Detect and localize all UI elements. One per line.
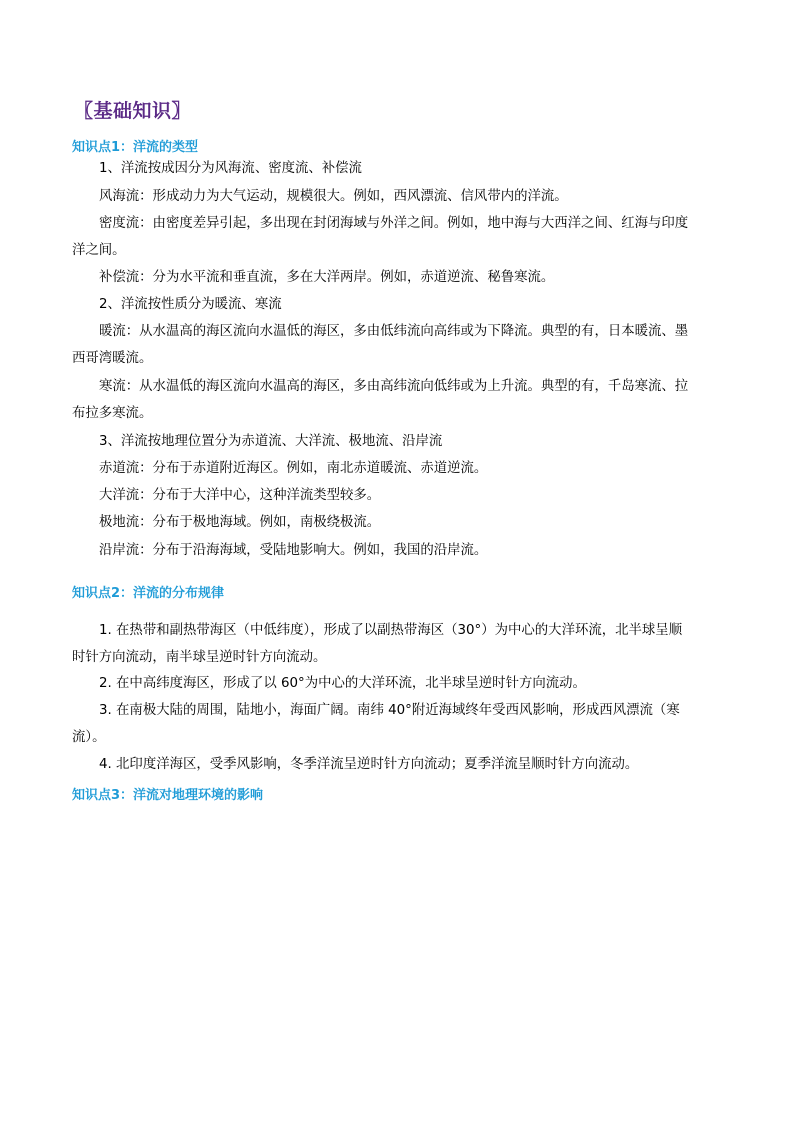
kp1-line: 布拉多寒流。 (72, 406, 153, 421)
kp1-line: 极地流：分布于极地海域。例如，南极绕极流。 (99, 515, 381, 530)
kp1-line: 密度流：由密度差异引起，多出现在封闭海域与外洋之间。例如，地中海与大西洋之间、红海与印度 (99, 216, 689, 231)
kp2-line: 2. 在中高纬度海区，形成了以 60°为中心的大洋环流，北半球呈逆时针方向流动。 (99, 676, 586, 691)
kp3-heading: 知识点3：洋流对地理环境的影响 (72, 788, 264, 803)
kp1-line: 暖流：从水温高的海区流向水温低的海区，多由低纬流向高纬或为下降流。典型的有，日本暖流、墨 (99, 324, 689, 339)
kp2-line: 1. 在热带和副热带海区（中低纬度），形成了以副热带海区（30°）为中心的大洋环流，北半球呈顺 (99, 623, 683, 638)
kp2-line: 3. 在南极大陆的周围，陆地小，海面广阔。南纬 40°附近海域终年受西风影响，形成西风漂流（寒 (99, 703, 680, 718)
kp1-line: 洋之间。 (72, 243, 126, 258)
kp1-line: 补偿流：分为水平流和垂直流，多在大洋两岸。例如，赤道逆流、秘鲁寒流。 (99, 270, 555, 285)
kp2-line: 流）。 (72, 730, 106, 745)
kp2-line: 时针方向流动，南半球呈逆时针方向流动。 (72, 650, 327, 665)
kp1-line: 寒流：从水温低的海区流向水温高的海区，多由高纬流向低纬或为上升流。典型的有，千岛寒流、拉 (99, 379, 689, 394)
kp1-line: 风海流：形成动力为大气运动，规模很大。例如，西风漂流、信风带内的洋流。 (99, 189, 568, 204)
kp1-line: 沿岸流：分布于沿海海域，受陆地影响大。例如，我国的沿岸流。 (99, 543, 488, 558)
kp2-heading: 知识点2：洋流的分布规律 (72, 586, 225, 601)
section-title: 〖基础知识〗 (74, 100, 192, 122)
kp1-line: 大洋流：分布于大洋中心，这种洋流类型较多。 (99, 488, 381, 503)
kp1-line: 2、洋流按性质分为暖流、寒流 (99, 297, 282, 312)
kp1-heading: 知识点1：洋流的类型 (72, 140, 199, 155)
kp2-line: 4. 北印度洋海区，受季风影响，冬季洋流呈逆时针方向流动；夏季洋流呈顺时针方向流动。 (99, 757, 639, 772)
kp1-line: 西哥湾暖流。 (72, 351, 153, 366)
kp1-line: 3、洋流按地理位置分为赤道流、大洋流、极地流、沿岸流 (99, 434, 443, 449)
kp1-line: 1、洋流按成因分为风海流、密度流、补偿流 (99, 161, 362, 176)
kp1-line: 赤道流：分布于赤道附近海区。例如，南北赤道暖流、赤道逆流。 (99, 461, 488, 476)
